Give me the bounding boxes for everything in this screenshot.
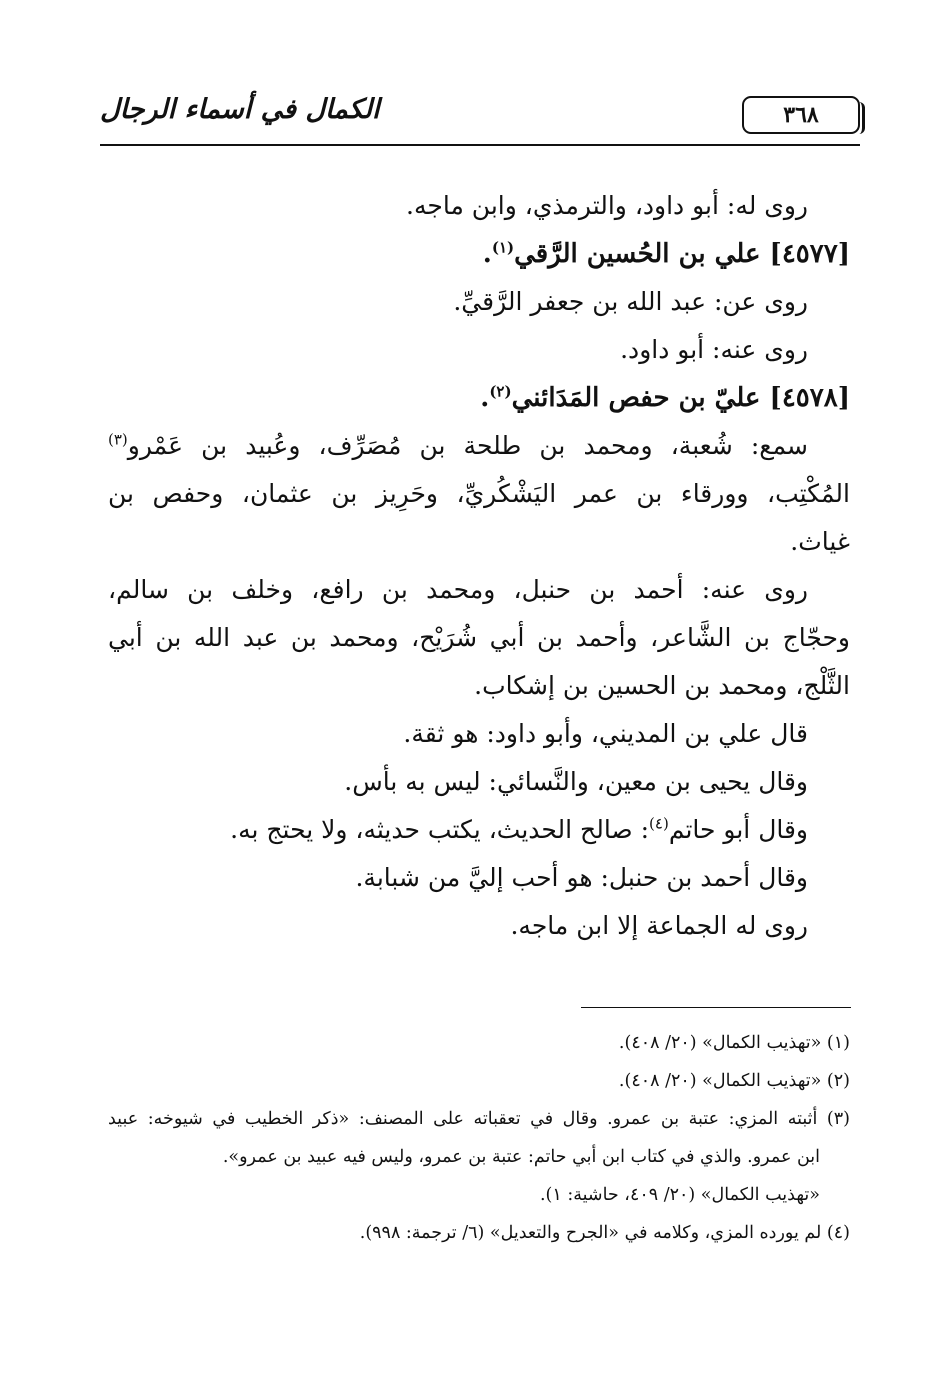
main-text bbox=[108, 182, 850, 950]
text-line: المُكْتِب، وورقاء بن عمر اليَشْكُريِّ، وحَرِيز بن عثمان، وحفص بن bbox=[108, 479, 850, 508]
entry-number: [٤٥٧٧] bbox=[769, 239, 850, 269]
entry-name: علي بن الحُسين الرَّقي bbox=[514, 239, 761, 269]
text-line: وقال يحيى بن معين، والنَّسائي: ليس به بأس. bbox=[344, 767, 808, 796]
entry-heading-4577 bbox=[108, 230, 850, 278]
text-span: : صالح الحديث، يكتب حديثه، ولا يحتج به. bbox=[230, 815, 650, 844]
page-header bbox=[100, 92, 860, 148]
text-span: وقال أبو حاتم bbox=[668, 815, 808, 844]
footnote-3-cont: «تهذيب الكمال» (٢٠/ ٤٠٩، حاشية: ١). bbox=[539, 1185, 820, 1205]
text-line: قال علي بن المديني، وأبو داود: هو ثقة. bbox=[403, 719, 808, 748]
text-line: روى عنه: أبو داود. bbox=[620, 335, 808, 364]
text-line bbox=[108, 422, 850, 470]
footnotes bbox=[108, 1024, 850, 1252]
footnote-3-cont: ابن عمرو. والذي في كتاب ابن أبي حاتم: عتبة بن عمرو، وليس فيه عبيد بن عمرو». bbox=[222, 1147, 820, 1167]
header-rule bbox=[100, 144, 860, 146]
footnote-separator bbox=[581, 1007, 851, 1008]
footnote-3: (٣) أثبته المزي: عتبة بن عمرو. وقال في تعقباته على المصنف: «ذكر الخطيب في شيوخه: عبيد bbox=[108, 1109, 850, 1129]
entry-name: عليّ بن حفص المَدَائني bbox=[511, 383, 761, 413]
entry-heading-4578 bbox=[108, 374, 850, 422]
period: . bbox=[480, 383, 490, 413]
footnote-2: (٢) «تهذيب الكمال» (٢٠/ ٤٠٨). bbox=[618, 1071, 850, 1091]
text-line: روى عنه: أحمد بن حنبل، ومحمد بن رافع، وخلف بن سالم، bbox=[108, 575, 808, 604]
period: . bbox=[482, 239, 492, 269]
entry-number: [٤٥٧٨] bbox=[769, 383, 850, 413]
text-span: سمع: شُعبة، ومحمد بن طلحة بن مُصَرِّف، وعُبيد بن عَمْرو bbox=[127, 431, 808, 460]
book-title: الكمال في أسماء الرجال bbox=[100, 94, 380, 125]
text-line: الثَّلْج، ومحمد بن الحسين بن إشكاب. bbox=[474, 671, 850, 700]
footnote-1: (١) «تهذيب الكمال» (٢٠/ ٤٠٨). bbox=[618, 1033, 850, 1053]
text-line bbox=[108, 806, 850, 854]
text-line: وقال أحمد بن حنبل: هو أحب إليَّ من شبابة. bbox=[355, 863, 808, 892]
text-line: روى عن: عبد الله بن جعفر الرَّقيِّ. bbox=[453, 287, 808, 316]
footnote-ref: (٢) bbox=[489, 382, 512, 401]
text-line: وحجّاج بن الشَّاعر، وأحمد بن أبي شُرَيْح، ومحمد بن عبد الله بن أبي bbox=[108, 623, 850, 652]
footnote-ref: (١) bbox=[491, 238, 515, 257]
footnote-4: (٤) لم يورده المزي، وكلامه في «الجرح والتعديل» (٦/ ترجمة: ٩٩٨). bbox=[359, 1223, 850, 1243]
text-line: روى له الجماعة إلا ابن ماجه. bbox=[510, 911, 808, 940]
footnote-ref: (٣) bbox=[108, 430, 128, 449]
text-line: روى له: أبو داود، والترمذي، وابن ماجه. bbox=[406, 191, 808, 220]
text-line: غياث. bbox=[790, 527, 850, 556]
footnote-ref: (٤) bbox=[649, 814, 669, 833]
page-number: ٣٦٨ bbox=[742, 96, 860, 134]
